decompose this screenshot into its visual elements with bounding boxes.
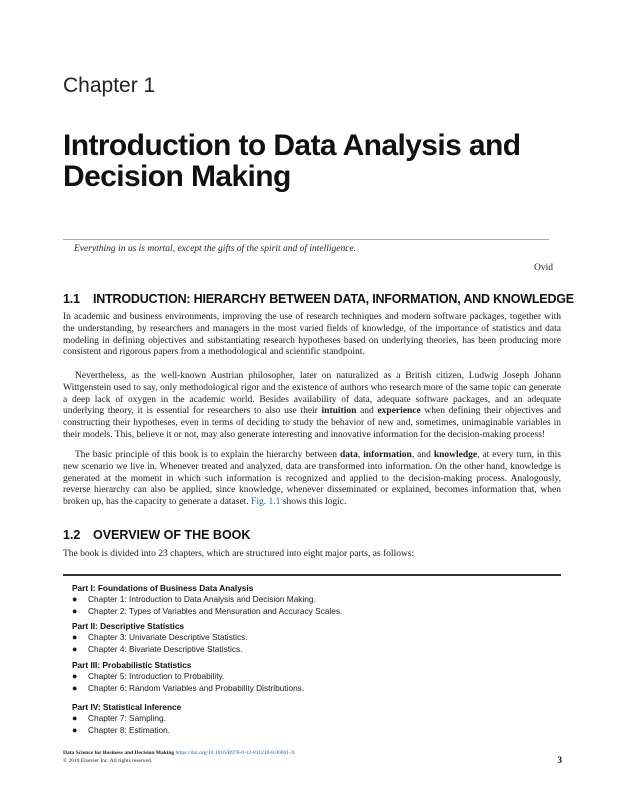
chapter-list-item: ● Chapter 2: Types of Variables and Mensuration and Accuracy Scales. [72, 605, 343, 616]
part-title: Part IV: Statistical Inference [72, 702, 182, 712]
chapter-list-item: ● Chapter 6: Random Variables and Probability Distributions. [72, 682, 305, 693]
footer-book-title: Data Science for Business and Decision Making [63, 750, 175, 756]
bullet-icon: ● [72, 724, 78, 735]
body-paragraph: The book is divided into 23 chapters, which are structured into eight major parts, as follows: [63, 549, 415, 559]
part-title: Part II: Descriptive Statistics [72, 621, 185, 631]
footer-copyright: © 2019 Elsevier Inc. All rights reserved. [63, 758, 153, 764]
chapter-list-item: ● Chapter 3: Univariate Descriptive Statistics. [72, 632, 248, 642]
part-title: Part I: Foundations of Business Data Analysis [72, 583, 254, 593]
chapter-list-item: ● Chapter 1: Introduction to Data Analysis and Decision Making. [72, 594, 316, 604]
emphasis-experience: experience [377, 406, 421, 417]
epigraph-quote: Everything in us is mortal, except the gifts of the spirit and of intelligence. [74, 244, 357, 254]
epigraph-divider [63, 239, 549, 240]
emphasis-knowledge: knowledge [433, 450, 478, 460]
bullet-icon: ● [72, 594, 78, 604]
section-heading-overview [63, 528, 250, 542]
bullet-icon: ● [72, 643, 78, 654]
bullet-icon: ● [72, 713, 78, 723]
section-title: OVERVIEW OF THE BOOK [93, 528, 251, 542]
emphasis-information: information [363, 450, 412, 460]
chapter-title: Introduction to Data Analysis and Decision Making [63, 129, 521, 193]
book-part [72, 621, 542, 655]
figure-link[interactable]: Fig. 1.1 [251, 497, 281, 508]
body-paragraph: The basic principle of this book is to explain the hierarchy between data, information, and knowledge, at every turn, in this new scenario we live in. Whenever treated and analyzed, data are transformed into information. On the other hand, knowledge is generated at the moment in which such information is recognized and applied to the decision-making process. Analogously, reverse hierarchy can also be applied, since knowledge, whenever disseminated or explained, becomes information that, when broken up, has the capacity to generate a dataset. Fig. 1.1 shows this logic. [63, 450, 561, 508]
chapter-list-item: ● Chapter 7: Sampling. [72, 713, 166, 723]
emphasis-intuition: intuition [321, 406, 357, 417]
page-number: 3 [557, 755, 562, 765]
section-number: 1.1 [63, 292, 80, 306]
body-paragraph: In academic and business environments, improving the use of research techniques and modern software packages, together with the understanding, by researchers and managers in the most varied fields of knowledge, of the importance of statistics and data modeling in defining objectives and substantiating research hypotheses based on underlying theories, has been producing more consistent and rigorous papers from a methodological and scientific standpoint. [63, 312, 561, 358]
book-part [72, 660, 542, 694]
footer-citation [63, 750, 295, 756]
part-title: Part III: Probabilistic Statistics [72, 660, 192, 670]
section-heading-introduction [63, 292, 574, 306]
section-number: 1.2 [63, 528, 81, 542]
box-top-rule [63, 574, 561, 576]
epigraph-author: Ovid [534, 263, 553, 273]
chapter-list-item: ● Chapter 8: Estimation. [72, 724, 171, 735]
bullet-icon: ● [72, 671, 78, 681]
bullet-icon: ● [72, 682, 78, 693]
footer-doi-link[interactable]: https://doi.org/10.1016/B978-0-12-811216-8.00001-X [175, 750, 295, 756]
chapter-list-item: ● Chapter 5: Introduction to Probability. [72, 671, 225, 681]
chapter-label: Chapter 1 [63, 74, 156, 97]
book-part [72, 702, 542, 736]
bullet-icon: ● [72, 605, 78, 616]
chapter-list-item: ● Chapter 4: Bivariate Descriptive Statistics. [72, 643, 243, 654]
book-part [72, 583, 542, 617]
body-paragraph: Nevertheless, as the well-known Austrian philosopher, later on naturalized as a British citizen, Ludwig Joseph Johann Wittgenstein used to say, only methodological rigor and the existence of authors who research more of the same topic can generate a deep lack of oxygen in the academic world. Besides availability of data, adequate software packages, and an adequate underlying theory, it is essential for researchers to also use their intuition and experience when defining their objectives and constructing their hypotheses, even in terms of deciding to study the behavior of new and, sometimes, unimaginable variables in their models. This, believe it or not, may also generate interesting and innovative information for the decision-making process! [63, 371, 561, 440]
bullet-icon: ● [72, 632, 78, 642]
emphasis-data: data [339, 450, 358, 460]
section-title: INTRODUCTION: HIERARCHY BETWEEN DATA, INFORMATION, AND KNOWLEDGE [93, 292, 574, 306]
